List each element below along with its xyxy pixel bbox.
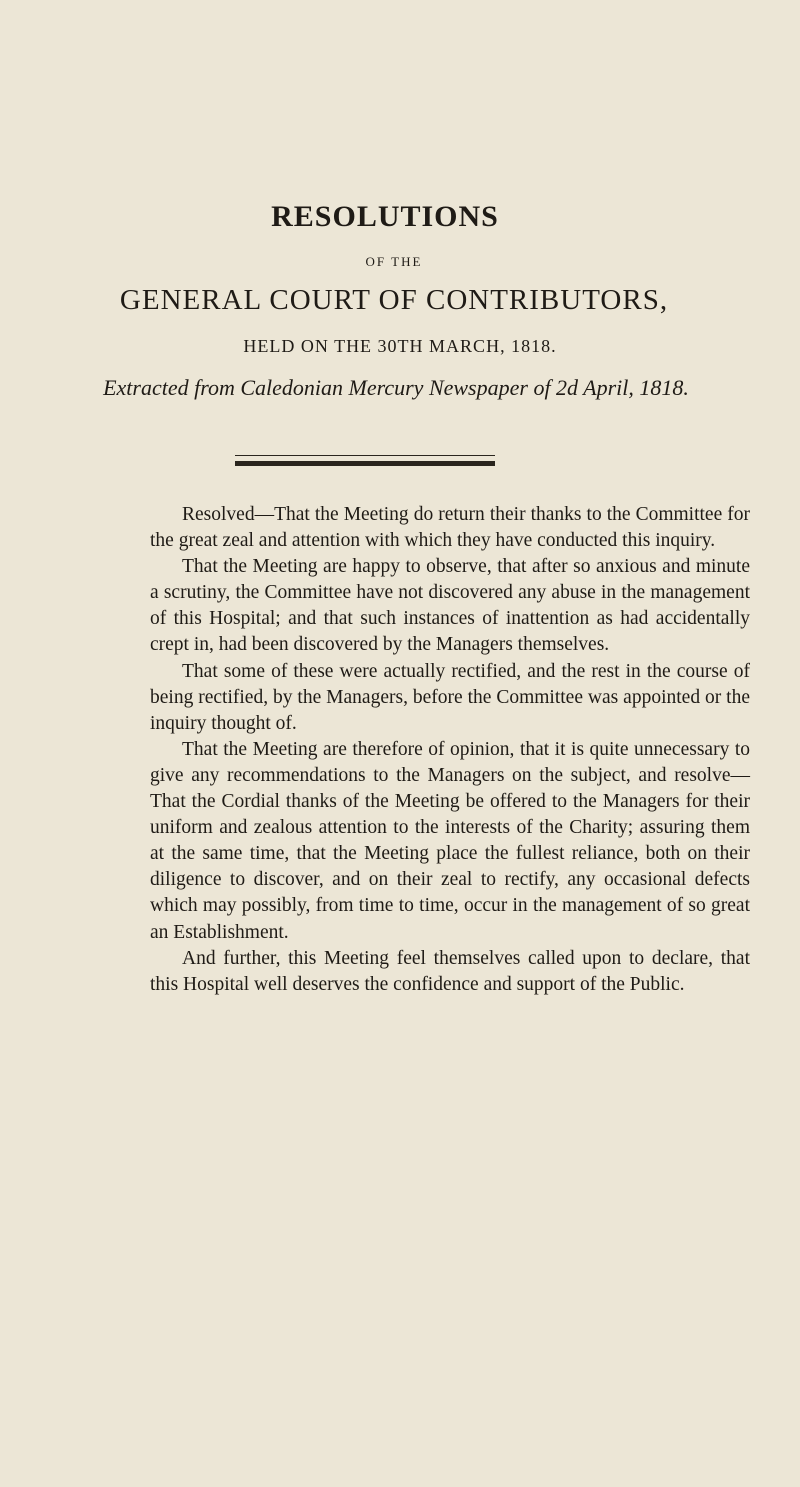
resolutions-body [150, 502, 750, 998]
divider-thin [235, 455, 495, 456]
resolution-paragraph: That the Meeting are therefore of opinion, that it is quite unnecessary to give any recommendations to the Managers on the subject, and resolve—That the Cordial thanks of the Meeting be offered to the Managers for their uniform and zealous attention to the interests of the Charity; assuring them at the same time, that the Meeting place the fullest reliance, both on their diligence to discover, and on their zeal to rectify, any occasional defects which may possibly, from time to time, occur in the management of so great an Establishment. [150, 738, 750, 943]
resolution-paragraph: That some of these were actually rectified, and the rest in the course of being rectified, by the Managers, before the Committee was appointed or the inquiry thought of. [150, 660, 750, 734]
resolution-paragraph: And further, this Meeting feel themselves called upon to declare, that this Hospital well deserves the confidence and support of the Public. [150, 947, 750, 995]
court-name: GENERAL COURT OF CONTRIBUTORS, [119, 284, 669, 316]
source-note: Extracted from Caledonian Mercury Newspaper of 2d April, 1818. [103, 375, 689, 400]
document-title: RESOLUTIONS [271, 200, 499, 233]
divider-thick [235, 461, 495, 466]
meeting-date: HELD ON THE 30TH MARCH, 1818. [243, 336, 557, 356]
resolution-paragraph: Resolved—That the Meeting do return their thanks to the Committee for the great zeal and attention with which they have conducted this inquiry. [150, 504, 750, 552]
subtitle-of-the: OF THE [365, 254, 423, 269]
resolution-paragraph: That the Meeting are happy to observe, that after so anxious and minute a scrutiny, the Committee have not discovered any abuse in the management of this Hospital; and that such instances of inattention as had accidentally crept in, had been discovered by the Managers themselves. [150, 556, 750, 656]
